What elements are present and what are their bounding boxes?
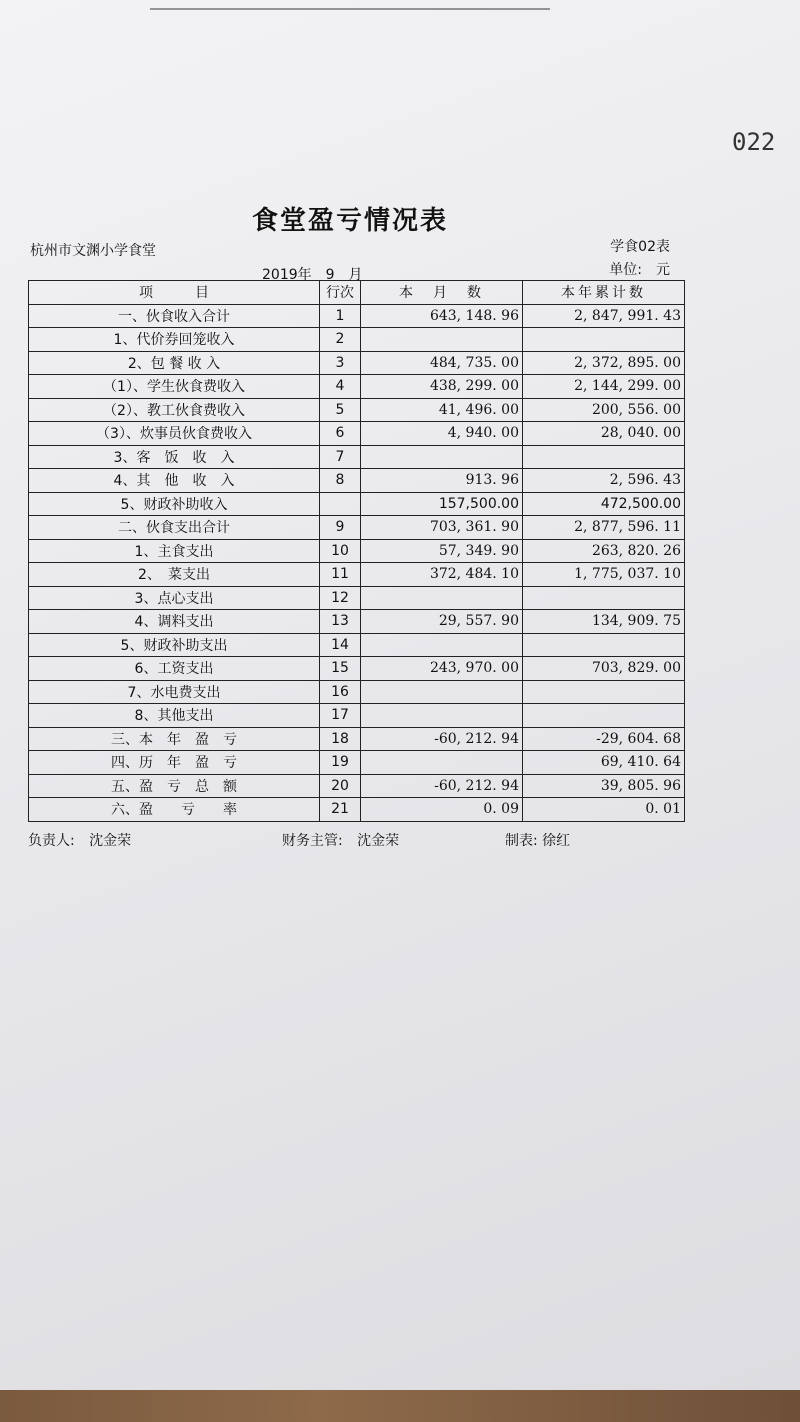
row-year-to-date: 703, 829. 00 (523, 657, 685, 681)
row-line-number: 18 (320, 727, 361, 751)
row-year-to-date (523, 586, 685, 610)
form-number: 学食02表 (610, 239, 670, 255)
table-row (29, 304, 685, 328)
row-current-month (361, 633, 523, 657)
table-row (29, 563, 685, 587)
row-line-number: 3 (320, 351, 361, 375)
row-current-month (361, 751, 523, 775)
table-row (29, 774, 685, 798)
preparer-name: 徐红 (542, 833, 571, 849)
row-year-to-date: 28, 040. 00 (523, 422, 685, 446)
row-line-number: 13 (320, 610, 361, 634)
table-row (29, 469, 685, 493)
row-current-month: -60, 212. 94 (361, 774, 523, 798)
row-current-month (361, 704, 523, 728)
row-current-month: 243, 970. 00 (361, 657, 523, 681)
row-item: （3）、炊事员伙食费收入 (29, 422, 320, 446)
row-year-to-date: 2, 847, 991. 43 (523, 304, 685, 328)
row-current-month (361, 445, 523, 469)
header-item: 项 目 (29, 281, 320, 305)
row-year-to-date: 39, 805. 96 (523, 774, 685, 798)
table-body (29, 304, 685, 821)
row-current-month: 157,500.00 (361, 492, 523, 516)
header-line-number: 行次 (320, 281, 361, 305)
row-year-to-date (523, 704, 685, 728)
row-year-to-date (523, 328, 685, 352)
row-year-to-date (523, 633, 685, 657)
row-item: 3、客 饭 收 入 (29, 445, 320, 469)
row-line-number: 17 (320, 704, 361, 728)
report-period: 2019年 9 月 (262, 267, 363, 283)
row-line-number: 1 (320, 304, 361, 328)
row-line-number: 10 (320, 539, 361, 563)
row-current-month: 703, 361. 90 (361, 516, 523, 540)
row-year-to-date: 2, 596. 43 (523, 469, 685, 493)
row-line-number: 6 (320, 422, 361, 446)
row-current-month: 4, 940. 00 (361, 422, 523, 446)
footer-preparer (505, 830, 570, 850)
row-year-to-date (523, 445, 685, 469)
table-row (29, 398, 685, 422)
table-row (29, 516, 685, 540)
row-line-number: 7 (320, 445, 361, 469)
row-current-month (361, 586, 523, 610)
row-current-month (361, 680, 523, 704)
row-item: 六、盈 亏 率 (29, 798, 320, 822)
row-year-to-date: 134, 909. 75 (523, 610, 685, 634)
row-current-month: 438, 299. 00 (361, 375, 523, 399)
row-year-to-date: 2, 144, 299. 00 (523, 375, 685, 399)
table-row (29, 610, 685, 634)
row-item: 7、水电费支出 (29, 680, 320, 704)
footer-supervisor (282, 830, 399, 850)
row-year-to-date: 200, 556. 00 (523, 398, 685, 422)
table-row (29, 328, 685, 352)
row-current-month: 643, 148. 96 (361, 304, 523, 328)
row-line-number: 19 (320, 751, 361, 775)
report-title: 食堂盈亏情况表 (251, 206, 448, 236)
row-line-number: 4 (320, 375, 361, 399)
row-year-to-date: 472,500.00 (523, 492, 685, 516)
table-row (29, 422, 685, 446)
row-item: 5、财政补助收入 (29, 492, 320, 516)
row-line-number: 9 (320, 516, 361, 540)
responsible-label: 负责人: (28, 833, 75, 849)
row-current-month: 29, 557. 90 (361, 610, 523, 634)
bleed-through-text (150, 102, 194, 146)
row-line-number: 11 (320, 563, 361, 587)
header-year-to-date: 本年累计数 (523, 281, 685, 305)
row-current-month: 0. 09 (361, 798, 523, 822)
row-year-to-date (523, 680, 685, 704)
row-current-month (361, 328, 523, 352)
row-item: 四、历 年 盈 亏 (29, 751, 320, 775)
table-row (29, 351, 685, 375)
row-current-month: -60, 212. 94 (361, 727, 523, 751)
table-row (29, 657, 685, 681)
table-row (29, 445, 685, 469)
page-number: 022 (732, 128, 776, 156)
table-header-row (29, 281, 685, 305)
row-line-number: 14 (320, 633, 361, 657)
table-row (29, 633, 685, 657)
responsible-name: 沈金荣 (89, 833, 132, 849)
row-year-to-date: 0. 01 (523, 798, 685, 822)
row-item: （1）、学生伙食费收入 (29, 375, 320, 399)
organization-name: 杭州市文渊小学食堂 (30, 243, 156, 259)
row-item: 三、本 年 盈 亏 (29, 727, 320, 751)
row-line-number: 20 (320, 774, 361, 798)
footer-responsible (28, 830, 131, 850)
row-item: （2）、教工伙食费收入 (29, 398, 320, 422)
table-row (29, 586, 685, 610)
row-item: 1、代价券回笼收入 (29, 328, 320, 352)
row-item: 8、其他支出 (29, 704, 320, 728)
row-year-to-date: -29, 604. 68 (523, 727, 685, 751)
row-item: 一、伙食收入合计 (29, 304, 320, 328)
row-line-number (320, 492, 361, 516)
table-row (29, 751, 685, 775)
supervisor-name: 沈金荣 (357, 833, 400, 849)
row-item: 2、包 餐 收 入 (29, 351, 320, 375)
row-item: 1、主食支出 (29, 539, 320, 563)
currency-unit: 单位: 元 (609, 262, 670, 278)
table-row (29, 492, 685, 516)
row-line-number: 21 (320, 798, 361, 822)
preparer-label: 制表: (505, 833, 538, 849)
row-year-to-date: 1, 775, 037. 10 (523, 563, 685, 587)
row-year-to-date: 2, 372, 895. 00 (523, 351, 685, 375)
row-item: 2、 菜支出 (29, 563, 320, 587)
table-row (29, 539, 685, 563)
desk-surface (0, 1390, 800, 1422)
row-item: 二、伙食支出合计 (29, 516, 320, 540)
row-year-to-date: 2, 877, 596. 11 (523, 516, 685, 540)
row-current-month: 372, 484. 10 (361, 563, 523, 587)
profit-loss-table (28, 280, 685, 822)
header-current-month: 本 月 数 (361, 281, 523, 305)
row-item: 4、调料支出 (29, 610, 320, 634)
table-row (29, 375, 685, 399)
row-item: 5、财政补助支出 (29, 633, 320, 657)
row-item: 3、点心支出 (29, 586, 320, 610)
row-line-number: 2 (320, 328, 361, 352)
supervisor-label: 财务主管: (282, 833, 343, 849)
row-line-number: 8 (320, 469, 361, 493)
table-row (29, 727, 685, 751)
row-year-to-date: 263, 820. 26 (523, 539, 685, 563)
row-item: 6、工资支出 (29, 657, 320, 681)
row-item: 五、盈 亏 总 额 (29, 774, 320, 798)
row-year-to-date: 69, 410. 64 (523, 751, 685, 775)
row-line-number: 16 (320, 680, 361, 704)
row-line-number: 15 (320, 657, 361, 681)
row-line-number: 5 (320, 398, 361, 422)
bleed-through-marks (150, 0, 550, 10)
row-current-month: 41, 496. 00 (361, 398, 523, 422)
row-item: 4、其 他 收 入 (29, 469, 320, 493)
row-current-month: 913. 96 (361, 469, 523, 493)
table-row (29, 798, 685, 822)
table-row (29, 680, 685, 704)
table-row (29, 704, 685, 728)
row-line-number: 12 (320, 586, 361, 610)
row-current-month: 484, 735. 00 (361, 351, 523, 375)
row-current-month: 57, 349. 90 (361, 539, 523, 563)
